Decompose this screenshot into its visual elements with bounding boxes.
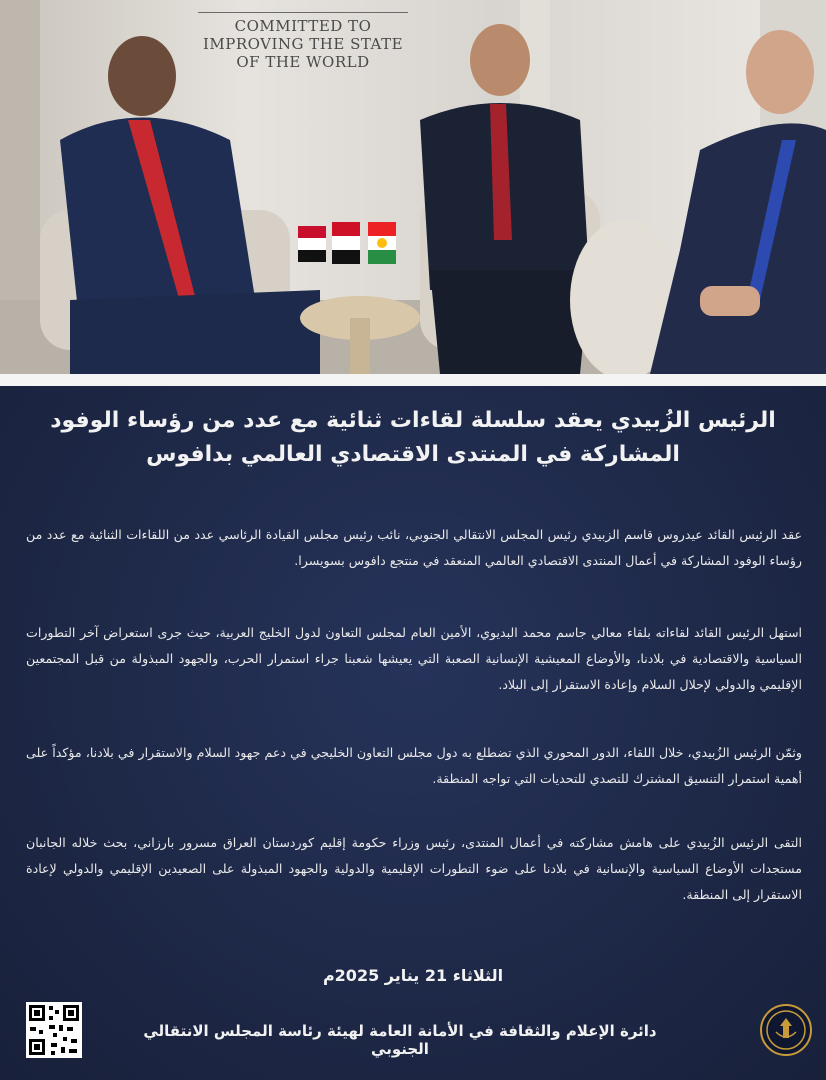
meeting-scene <box>0 0 826 374</box>
wall-slogan-line-1: COMMITTED TO <box>234 17 372 35</box>
qr-code-icon[interactable] <box>26 1002 82 1058</box>
article-paragraph-3: وثمّن الرئيس الزُبيدي، خلال اللقاء، الدور المحوري الذي تضطلع به دول مجلس التعاون الخليجي في دعم جهود السلام والاستقرار في بلادنا، مؤكداً على أهمية استمرار التنسيق المشترك للتصدي للتحديات التي تواجه المنطقة. <box>26 745 802 786</box>
article-title-line-1: الرئيس الزُبيدي يعقد سلسلة لقاءات ثنائية مع عدد من رؤساء الوفود <box>50 408 776 433</box>
council-emblem-icon <box>760 1004 812 1056</box>
publisher-footer: دائرة الإعلام والثقافة في الأمانة العامة لهيئة رئاسة المجلس الانتقالي الجنوبي <box>143 1022 657 1058</box>
photo-divider <box>0 374 826 386</box>
article-title-line-2: المشاركة في المنتدى الاقتصادي العالمي بدافوس <box>146 442 680 467</box>
wall-slogan <box>198 12 408 71</box>
article-date: الثلاثاء 21 يناير 2025م <box>322 966 504 985</box>
article-paragraph-1: عقد الرئيس القائد عيدروس قاسم الزبيدي رئيس المجلس الانتقالي الجنوبي، نائب رئيس مجلس القيادة الرئاسي عدد من اللقاءات الثنائية مع عدد من رؤساء الوفود المشاركة في أعمال المنتدى الاقتصادي العالمي المنعقد في منتجع دافوس بسويسرا. <box>26 527 802 568</box>
meeting-photo <box>0 0 826 374</box>
article-title <box>30 404 796 472</box>
wall-slogan-line-2: IMPROVING THE STATE <box>202 35 404 53</box>
article-paragraph-4: التقى الرئيس الزُبيدي على هامش مشاركته في أعمال المنتدى، رئيس وزراء حكومة إقليم كوردستان العراق مسرور بارزاني، بحث خلاله الجانبان مستجدات الأوضاع السياسية والإنسانية في بلادنا على ضوء التطورات الإقليمية والدولية والجهود المبذولة على الصعيدين الإقليمي والدولي لإعادة الاستقرار إلى المنطقة. <box>26 835 802 902</box>
article-paragraph-2: استهل الرئيس القائد لقاءاته بلقاء معالي جاسم محمد البديوي، الأمين العام لمجلس التعاون لدول الخليج العربية، حيث جرى استعراض آخر التطورات السياسية والاقتصادية في بلادنا، والأوضاع المعيشية الإنسانية الصعبة التي يعيشها شعبنا جراء استمرار الحرب، والجهود المبذولة من قبل المجتمعين الإقليمي والدولي لإحلال السلام وإعادة الاستقرار إلى البلاد. <box>26 625 802 692</box>
wall-slogan-rule <box>198 12 408 13</box>
wall-slogan-line-3: OF THE WORLD <box>236 53 370 71</box>
